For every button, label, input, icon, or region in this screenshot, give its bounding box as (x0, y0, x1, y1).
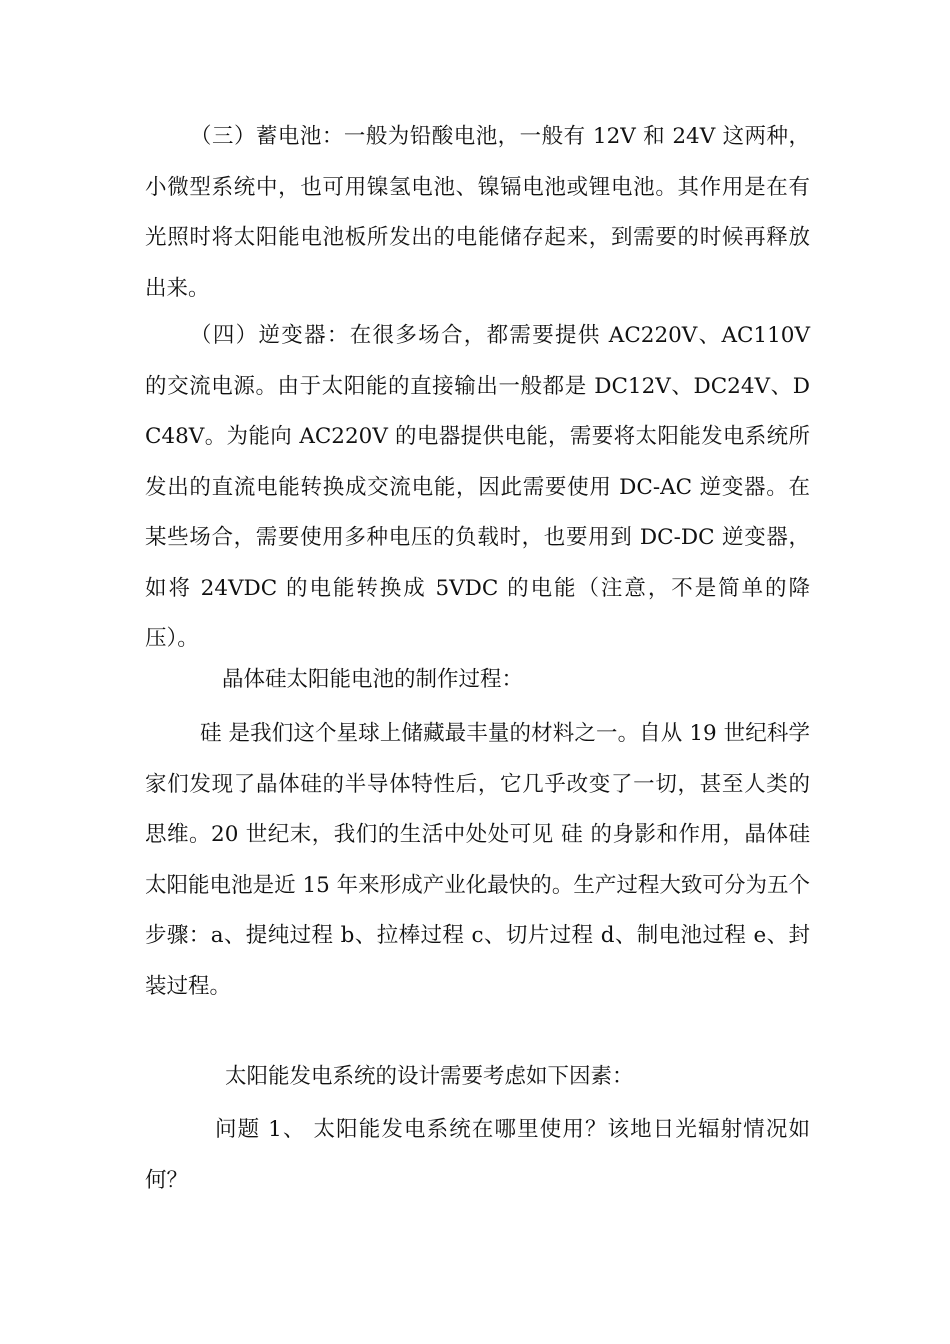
design-factors-heading: 太阳能发电系统的设计需要考虑如下因素： (225, 1064, 634, 1089)
inverter-paragraph: （四）逆变器：在很多场合，都需要提供 AC220V、AC110V 的交流电源。由于太阳能的直接输出一般都是 DC12V、DC24V、DC48V。为能向 AC220V 的电器提供电能，需要将太阳能发电系统所发出的直流电能转换成交流电能，因此需要使用 DC-AC 逆变器。在某些场合，需要使用多种电压的负载时，也要用到 DC-DC 逆变器，如将 24VDC 的电能转换成 5VDC 的电能（注意，不是简单的降压）。 (145, 323, 810, 651)
silicon-paragraph: 硅 是我们这个星球上储藏最丰量的材料之一。自从 19 世纪科学家们发现了晶体硅的半导体特性后，它几乎改变了一切，甚至人类的思维。20 世纪末，我们的生活中处处可见 硅 的身影和作用，晶体硅太阳能电池是近 15 年来形成产业化最快的。生产过程大致可分为五个步骤：a、提纯过程 b、拉棒过程 c、切片过程 d、制电池过程 e、封装过程。 (145, 721, 810, 999)
crystal-process-heading: 晶体硅太阳能电池的制作过程： (222, 667, 524, 692)
question-1-paragraph: 问题 1、 太阳能发电系统在哪里使用？该地日光辐射情况如何？ (145, 1117, 810, 1193)
battery-paragraph: （三）蓄电池：一般为铅酸电池，一般有 12V 和 24V 这两种，小微型系统中，也可用镍氢电池、镍镉电池或锂电池。其作用是在有光照时将太阳能电池板所发出的电能储存起来，到需要的时候再释放出来。 (145, 124, 810, 301)
